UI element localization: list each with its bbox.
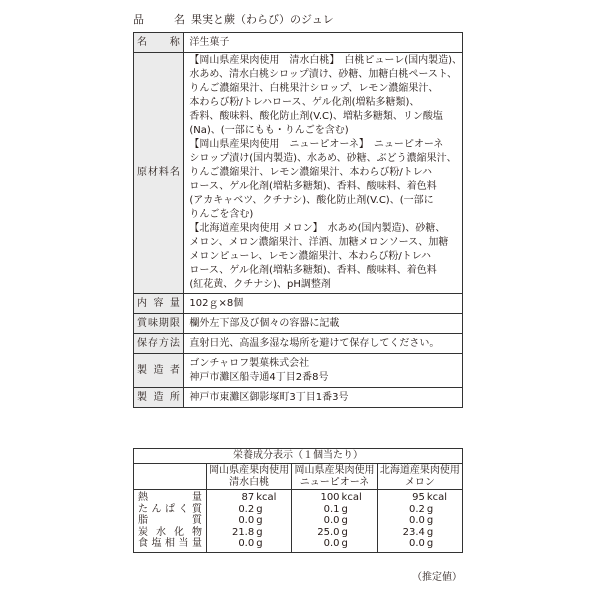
column-header-line: 岡山県産果肉使用 xyxy=(294,465,375,476)
nutrient-label: たんぱく質 xyxy=(138,503,202,515)
nutrition-column-header xyxy=(292,464,377,490)
ingredient-line: ロース、ゲル化剤(増粘多糖類)、香料、酸味料、着色料 xyxy=(189,265,437,276)
nutrient-value xyxy=(207,492,291,504)
nutrient-amount: 0.1 xyxy=(323,503,340,515)
nutrition-value-column xyxy=(207,490,292,553)
nutrition-row-labels xyxy=(134,490,207,553)
info-label: 賞味期限 xyxy=(134,314,184,334)
nutrient-unit: g xyxy=(256,538,263,549)
nutrient-value xyxy=(378,538,462,550)
product-name-value: 果実と蕨（わらび）のジュレ xyxy=(191,13,334,26)
nutrition-value-column xyxy=(292,490,377,553)
product-name-row xyxy=(133,8,463,32)
ingredient-line: ロース、ゲル化剤(増粘多糖類)、香料、酸味料、着色料 xyxy=(189,181,437,192)
ingredient-line: メロン、メロン濃縮果汁、洋酒、加糖メロンソース、加糖 xyxy=(189,237,449,248)
column-header-line: 北海道産果肉使用 xyxy=(379,465,460,476)
nutrient-unit: g xyxy=(426,515,434,526)
estimate-note: （推定値） xyxy=(412,572,462,583)
nutrient-unit: g xyxy=(341,515,348,526)
nutrient-label: 炭 水 化 物 xyxy=(138,526,202,538)
nutrient-value xyxy=(378,515,462,527)
nutrient-value xyxy=(207,527,291,539)
column-header-line: メロン xyxy=(404,476,435,488)
ingredient-line: (紅花黄、クチナシ)、pH調整剤 xyxy=(189,279,331,290)
ingredient-line: りんご濃縮果汁、レモン濃縮果汁、本わらび粉/トレハ xyxy=(189,167,433,178)
ingredient-line: (Na)、(一部にもも・りんごを含む) xyxy=(189,125,349,136)
nutrient-value xyxy=(292,538,376,550)
info-label: 内 容 量 xyxy=(134,294,184,314)
nutrient-unit: g xyxy=(341,526,348,538)
nutrient-value xyxy=(378,527,462,539)
nutrient-amount: 0.0 xyxy=(323,538,340,549)
info-value: 神戸市東灘区御影塚町3丁目1番3号 xyxy=(184,388,463,408)
nutrient-unit: g xyxy=(256,515,263,526)
nutrient-value xyxy=(378,492,462,504)
ingredient-line: 本わらび粉/トレハロース、ゲル化剤(増粘多糖類)、 xyxy=(189,97,420,108)
info-row xyxy=(134,334,463,354)
product-info-table xyxy=(133,32,463,408)
nutrient-value xyxy=(207,515,291,527)
nutrient-amount: 0.2 xyxy=(238,503,255,515)
nutrient-unit: g xyxy=(426,503,434,515)
nutrient-unit: kcal xyxy=(426,492,448,503)
info-label: 製 造 所 xyxy=(134,388,184,408)
nutrition-values-row xyxy=(134,490,463,553)
nutrient-unit: g xyxy=(256,526,263,538)
ingredient-line: 水あめ、清水白桃シロップ漬け、砂糖、加糖白桃ペースト、 xyxy=(189,69,457,80)
info-value: 洋生菓子 xyxy=(184,33,463,53)
info-row xyxy=(134,33,463,53)
ingredient-line: 【北海道産果肉使用 メロン】 水あめ(国内製造)、砂糖、 xyxy=(189,223,446,234)
ingredient-line: りんご濃縮果汁、白桃果汁シロップ、レモン濃縮果汁、 xyxy=(189,83,439,94)
column-header-line: 清水白桃 xyxy=(229,476,270,488)
nutrient-label: 脂 質 xyxy=(138,515,202,526)
ingredient-block xyxy=(189,222,462,292)
nutrient-value xyxy=(292,504,376,516)
nutrient-unit: g xyxy=(341,503,348,515)
nutrition-corner xyxy=(134,464,207,490)
nutrient-unit: kcal xyxy=(256,492,277,503)
info-row xyxy=(134,354,463,388)
info-label: 製 造 者 xyxy=(134,354,184,388)
info-row xyxy=(134,314,463,334)
maker-line: 神戸市灘区船寺通4丁目2番8号 xyxy=(189,371,329,383)
ingredient-line: メロンピューレ、レモン濃縮果汁、本わらび粉/トレハ xyxy=(189,251,432,262)
info-value xyxy=(184,53,463,294)
ingredient-line: シロップ漬け(国内製造)、水あめ、砂糖、ぶどう濃縮果汁、 xyxy=(189,153,457,164)
nutrient-amount: 25.0 xyxy=(317,526,340,538)
nutrient-unit: g xyxy=(341,538,348,549)
nutrient-amount: 87 xyxy=(241,492,255,503)
nutrient-amount: 21.8 xyxy=(231,526,255,538)
nutrient-label: 食塩相当量 xyxy=(138,538,202,549)
nutrition-table xyxy=(133,448,463,553)
nutrient-amount: 0.0 xyxy=(238,515,255,526)
nutrient-amount: 0.0 xyxy=(238,538,255,549)
nutrition-title: 栄養成分表示（１個当たり） xyxy=(134,449,463,464)
ingredient-line: (アカキャベツ、クチナシ)、酸化防止剤(V.C)、(一部に xyxy=(189,195,434,206)
nutrition-column-header-row xyxy=(134,464,463,490)
nutrient-unit: g xyxy=(426,526,434,538)
nutrient-value xyxy=(292,527,376,539)
info-row xyxy=(134,294,463,314)
nutrition-column-header xyxy=(377,464,462,490)
product-name-label: 品 名 xyxy=(133,13,185,26)
ingredient-block xyxy=(189,138,462,222)
column-header-line: ニューピオーネ xyxy=(299,476,370,488)
nutrition-title-row xyxy=(134,449,463,464)
nutrient-value xyxy=(292,492,376,504)
nutrient-amount: 95 xyxy=(412,492,425,503)
maker-line: ゴンチャロフ製菓株式会社 xyxy=(189,357,310,369)
nutrient-amount: 0.0 xyxy=(408,515,425,526)
nutrient-label: 熱 量 xyxy=(138,492,202,503)
nutrient-unit: g xyxy=(426,538,434,549)
nutrient-value xyxy=(207,538,291,550)
ingredient-line: 香料、酸味料、酸化防止剤(V.C)、増粘多糖類、リン酸塩 xyxy=(189,111,443,122)
info-label: 保存方法 xyxy=(134,334,184,354)
info-value: 102ｇ×8個 xyxy=(184,294,463,314)
nutrient-amount: 0.0 xyxy=(323,515,340,526)
column-header-line: 岡山県産果肉使用 xyxy=(209,465,290,476)
nutrition-column-header xyxy=(207,464,292,490)
ingredient-line: りんごを含む) xyxy=(189,209,254,220)
info-row xyxy=(134,388,463,408)
ingredient-line: 【岡山県産果肉使用 清水白桃】 白桃ピューレ(国内製造)、 xyxy=(189,55,462,66)
nutrient-amount: 23.4 xyxy=(402,526,425,538)
info-value: 直射日光、高温多湿な場所を避けて保存してください。 xyxy=(184,334,463,354)
nutrient-amount: 0.2 xyxy=(408,503,425,515)
nutrient-unit: kcal xyxy=(341,492,362,503)
nutrient-amount: 0.0 xyxy=(408,538,425,549)
nutrition-value-column xyxy=(377,490,462,553)
info-label: 名 称 xyxy=(134,33,184,53)
nutrient-value xyxy=(207,504,291,516)
ingredient-block xyxy=(189,54,462,138)
nutrient-unit: g xyxy=(256,503,263,515)
info-value xyxy=(184,354,463,388)
nutrient-amount: 100 xyxy=(320,492,340,503)
nutrient-value xyxy=(378,504,462,516)
info-row xyxy=(134,53,463,294)
ingredient-line: 【岡山県産果肉使用 ニューピオーネ】 ニューピオーネ xyxy=(189,139,444,150)
info-value: 欄外左下部及び個々の容器に記載 xyxy=(184,314,463,334)
info-label: 原材料名 xyxy=(134,53,184,294)
nutrient-value xyxy=(292,515,376,527)
